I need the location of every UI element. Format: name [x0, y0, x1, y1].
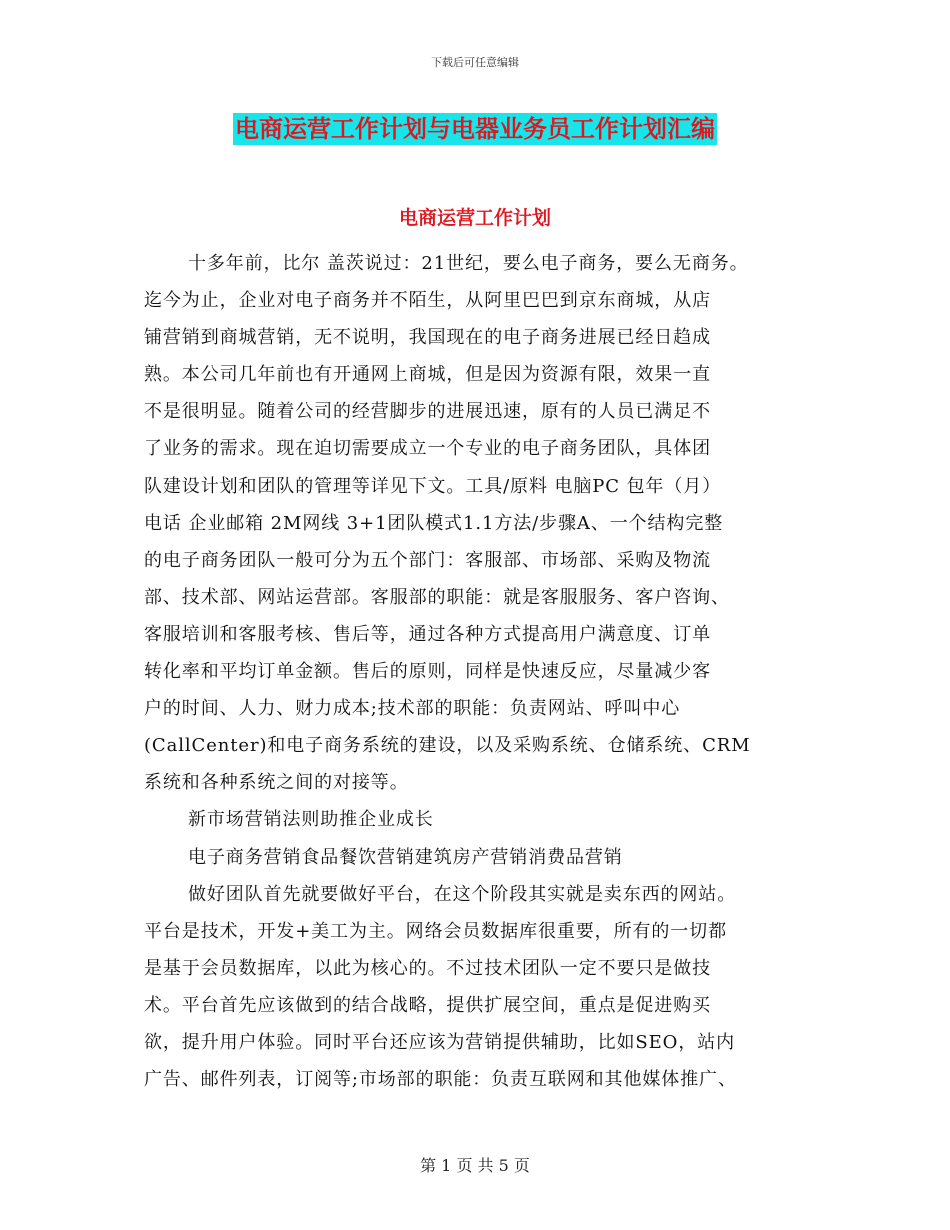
- paragraph-line: 系统和各种系统之间的对接等。: [144, 772, 409, 794]
- paragraph-line: 术。平台首先应该做到的结合战略，提供扩展空间，重点是促进购买: [144, 994, 711, 1016]
- paragraph-line: (CallCenter)和电子商务系统的建设，以及采购系统、仓储系统、CRM: [144, 735, 751, 757]
- paragraph-line: 新市场营销法则助推企业成长: [188, 809, 434, 831]
- paragraph-line: 电子商务营销食品餐饮营销建筑房产营销消费品营销: [188, 846, 623, 868]
- paragraph-line: 了业务的需求。现在迫切需要成立一个专业的电子商务团队，具体团: [144, 438, 711, 460]
- section-title: 电商运营工作计划: [398, 207, 551, 229]
- paragraph-line: 十多年前，比尔 盖茨说过：21世纪，要么电子商务，要么无商务。: [188, 253, 749, 274]
- paragraph-line: 的电子商务团队一般可分为五个部门：客服部、市场部、采购及物流: [144, 549, 711, 571]
- paragraph-line: 转化率和平均订单金额。售后的原则，同样是快速反应，尽量减少客: [144, 661, 711, 683]
- paragraph-line: 户的时间、人力、财力成本;技术部的职能：负责网站、呼叫中心: [144, 698, 681, 720]
- paragraph-line: 客服培训和客服考核、售后等，通过各种方式提高用户满意度、订单: [144, 623, 711, 645]
- paragraph-line: 是基于会员数据库，以此为核心的。不过技术团队一定不要只是做技: [144, 957, 711, 979]
- paragraph-line: 铺营销到商城营销，无不说明，我国现在的电子商务进展已经日趋成: [144, 327, 711, 349]
- paragraph-line: 电话 企业邮箱 2M网线 3+1团队模式1.1方法/步骤A、一个结构完整: [144, 512, 724, 534]
- body-text: [144, 245, 824, 1098]
- paragraph-line: 做好团队首先就要做好平台，在这个阶段其实就是卖东西的网站。: [188, 883, 737, 905]
- header-note: 下载后可任意编辑: [431, 56, 519, 69]
- page-number: 第 1 页 共 5 页: [420, 1156, 530, 1175]
- paragraph-line: 广告、邮件列表，订阅等;市场部的职能：负责互联网和其他媒体推广、: [144, 1069, 737, 1091]
- paragraph-line: 平台是技术，开发+美工为主。网络会员数据库很重要，所有的一切都: [144, 920, 727, 942]
- document-title: 电商运营工作计划与电器业务员工作计划汇编: [235, 115, 715, 143]
- paragraph-line: 队建设计划和团队的管理等详见下文。工具/原料 电脑PC 包年（月）: [144, 475, 722, 497]
- paragraph-line: 不是很明显。随着公司的经营脚步的进展迅速，原有的人员已满足不: [144, 401, 711, 423]
- paragraph-line: 欲，提升用户体验。同时平台还应该为营销提供辅助，比如SEO，站内: [144, 1031, 736, 1053]
- paragraph-line: 迄今为止，企业对电子商务并不陌生，从阿里巴巴到京东商城，从店: [144, 290, 711, 312]
- paragraph-line: 部、技术部、网站运营部。客服部的职能：就是客服服务、客户咨询、: [144, 586, 730, 608]
- paragraph-line: 熟。本公司几年前也有开通网上商城，但是因为资源有限，效果一直: [144, 364, 711, 386]
